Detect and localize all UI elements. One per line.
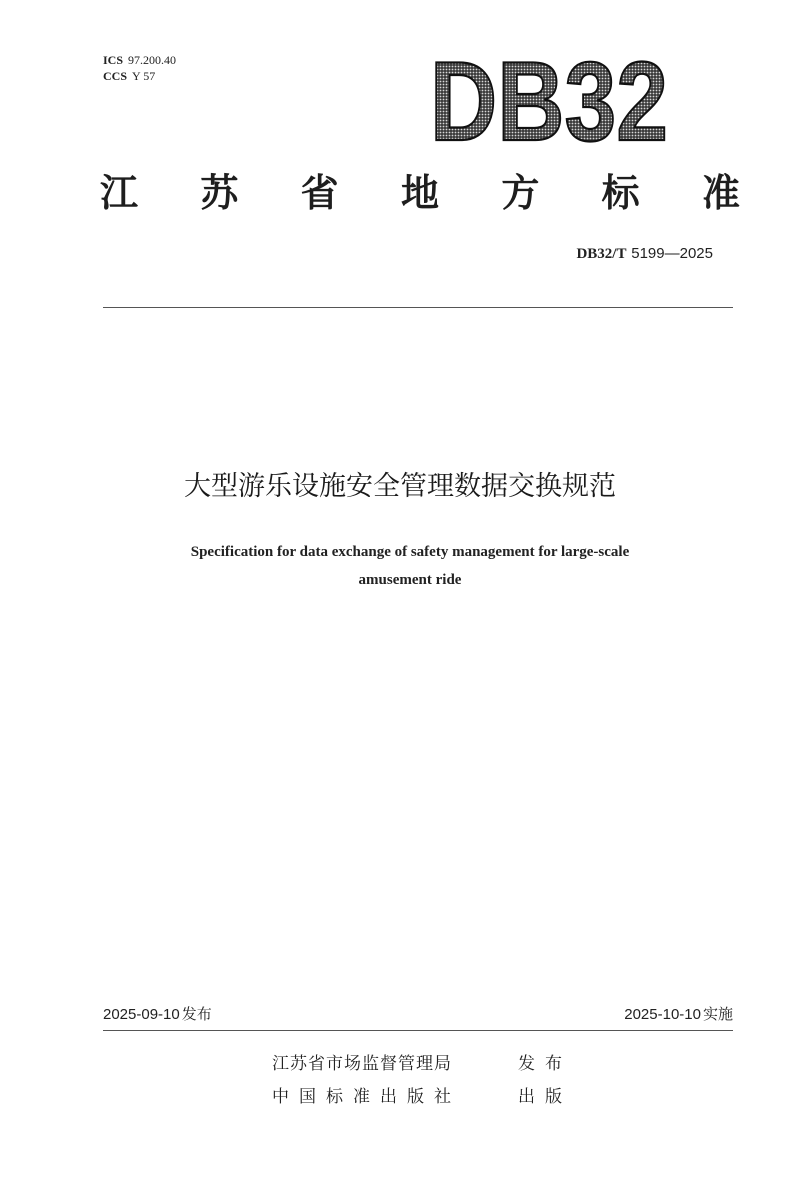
title-chinese: 大型游乐设施安全管理数据交换规范 [184, 471, 616, 502]
standard-code-prefix: DB32/T [576, 246, 627, 262]
publisher-name: 中国标准出版社 [272, 1087, 461, 1107]
standard-type-char: 江 [100, 171, 139, 215]
publisher-role: 出版 [518, 1087, 572, 1107]
header-divider [103, 307, 733, 308]
issue-date [103, 1003, 212, 1026]
footer-divider [103, 1030, 733, 1031]
implement-date-label: 实施 [702, 1005, 733, 1023]
standard-type-heading [100, 165, 740, 221]
ics-value: 97.200.40 [128, 53, 177, 67]
standard-type-char: 标 [601, 171, 640, 215]
standard-type-char: 准 [701, 171, 740, 215]
issuer-role: 发布 [518, 1054, 572, 1074]
ics-label: ICS [103, 53, 124, 67]
title-english [120, 538, 700, 594]
db32-logo [430, 39, 670, 164]
implement-date-value: 2025-10-10 [624, 1006, 701, 1023]
standard-type-char: 苏 [200, 171, 239, 215]
standard-type-char: 方 [501, 171, 540, 215]
issuer-name: 江苏省市场监督管理局 [272, 1054, 452, 1074]
standard-code [576, 243, 713, 264]
ccs-label: CCS [103, 69, 128, 83]
ccs-code [103, 68, 176, 84]
title-english-line-1: Specification for data exchange of safety management for large-scale [190, 544, 630, 560]
standard-code-number: 5199—2025 [631, 245, 713, 262]
issue-date-label: 发布 [181, 1005, 212, 1023]
ccs-value: Y 57 [132, 69, 156, 83]
logo-text: DB32 [430, 39, 668, 164]
standard-type-char: 省 [300, 171, 339, 215]
title-english-line-2: amusement ride [358, 572, 462, 588]
implement-date [624, 1003, 733, 1026]
standard-type-char: 地 [400, 171, 439, 215]
issue-date-value: 2025-09-10 [103, 1006, 180, 1023]
ics-code [103, 52, 176, 68]
classification-block [103, 52, 176, 84]
